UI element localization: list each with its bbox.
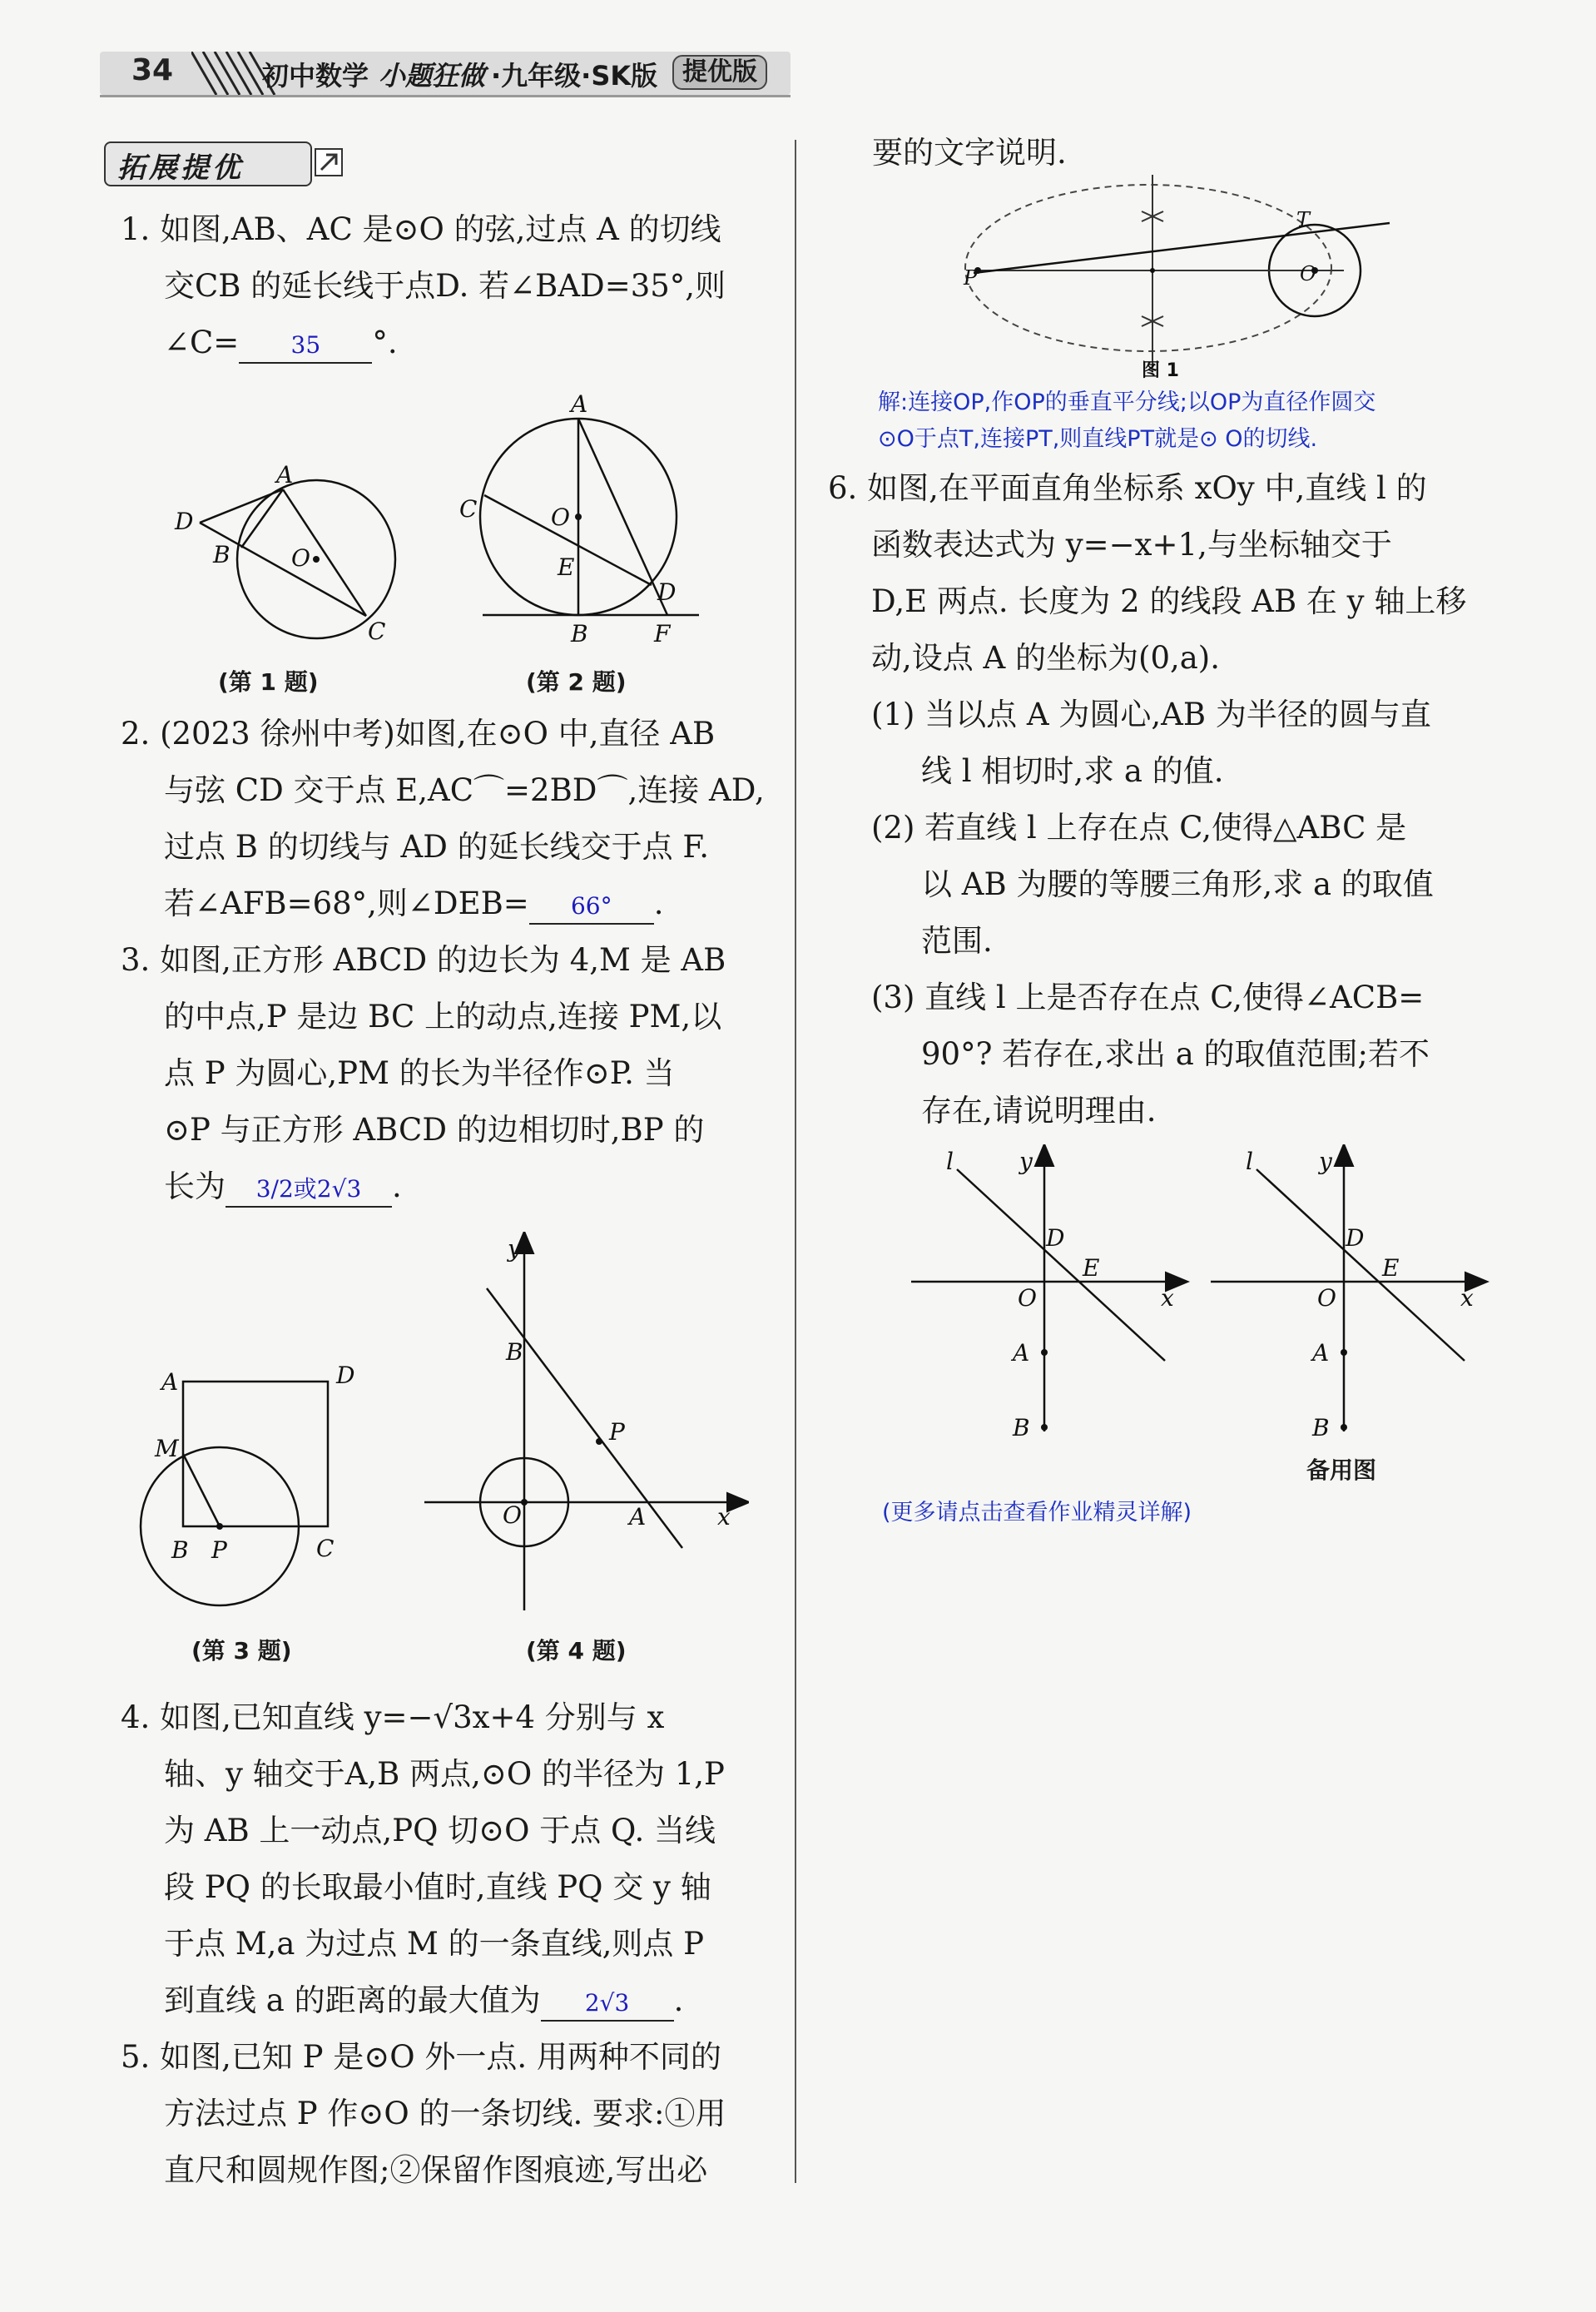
q4-line-5: 于点 M,a 为过点 M 的一条直线,则点 P [164, 1926, 705, 1962]
f6a-label-x: x [1161, 1284, 1174, 1312]
figure-4 [416, 1232, 749, 1618]
q3-suffix: . [392, 1168, 402, 1204]
question-6 [828, 460, 1466, 1139]
question-1 [121, 201, 726, 371]
q6-sub1-line-1: (1) 当以点 A 为圆心,AB 为半径的圆与直 [871, 697, 1431, 732]
question-2 [121, 706, 765, 932]
f2-label-a: A [571, 390, 588, 418]
f5-label-o: O [1300, 262, 1316, 285]
f4-label-p: P [609, 1418, 625, 1446]
f6a-label-b: B [1013, 1414, 1030, 1441]
q4-number: 4. [121, 1699, 151, 1735]
more-details-link[interactable]: (更多请点击查看作业精灵详解) [882, 1500, 1192, 1526]
fig4-caption: (第 4 题) [526, 1637, 627, 1665]
f6a-label-o: O [1018, 1284, 1037, 1312]
f6b-label-a: A [1312, 1339, 1330, 1367]
q5-line-1: 如图,已知 P 是⊙O 外一点. 用两种不同的 [160, 2039, 721, 2075]
f1-label-o: O [291, 544, 310, 572]
q3-line-3: 点 P 为圆心,PM 的长为半径作⊙P. 当 [164, 1055, 675, 1091]
q4-line-4: 段 PQ 的长取最小值时,直线 PQ 交 y 轴 [164, 1869, 711, 1905]
q5-continuation [872, 125, 1067, 181]
q6-sub2-line-3: 范围. [921, 923, 993, 959]
f3-label-m: M [155, 1435, 179, 1462]
q4-line-3: 为 AB 上一动点,PQ 切⊙O 于点 Q. 当线 [164, 1813, 716, 1848]
q2-line-2: 与弦 CD 交于点 E,AC⌒=2BD⌒,连接 AD, [164, 772, 765, 808]
f3-label-p: P [211, 1536, 227, 1564]
q1-answer: 35 [239, 329, 372, 364]
q5-number: 5. [121, 2039, 151, 2075]
q4-line-1: 如图,已知直线 y=−√3x+4 分别与 x [160, 1699, 665, 1735]
q2-prefix: 若∠AFB=68°,则∠DEB= [164, 886, 529, 921]
f1-label-d: D [175, 508, 194, 535]
f6a-label-a: A [1013, 1339, 1030, 1367]
q2-suffix: . [653, 886, 664, 921]
f2-label-c: C [459, 495, 478, 523]
f6a-label-d: D [1046, 1224, 1065, 1252]
question-4 [121, 1689, 725, 2029]
q6-line-1: 如图,在平面直角坐标系 xOy 中,直线 l 的 [867, 470, 1427, 506]
page-header [100, 48, 791, 100]
f6b-label-y: y [1319, 1148, 1332, 1175]
f3-label-a: A [161, 1368, 179, 1396]
q3-line-1: 如图,正方形 ABCD 的边长为 4,M 是 AB [160, 942, 726, 978]
q3-line-4: ⊙P 与正方形 ABCD 的边相切时,BP 的 [164, 1112, 705, 1148]
q5-line-2: 方法过点 P 作⊙O 的一条切线. 要求:①用 [164, 2096, 726, 2131]
f2-label-e: E [558, 553, 575, 581]
q4-line-2: 轴、y 轴交于A,B 两点,⊙O 的半径为 1,P [164, 1756, 725, 1792]
f4-label-b: B [506, 1338, 523, 1366]
figure-1 [166, 449, 416, 652]
q3-line-2: 的中点,P 是边 BC 上的动点,连接 PM,以 [164, 999, 722, 1034]
q6-line-2: 函数表达式为 y=−x+1,与坐标轴交于 [871, 527, 1392, 563]
f6a-label-e: E [1083, 1254, 1100, 1282]
q1-prefix: ∠C= [164, 325, 240, 360]
q6-sub1-line-2: 线 l 相切时,求 a 的值. [921, 753, 1224, 789]
q6-sub3-line-3: 存在,请说明理由. [921, 1093, 1157, 1129]
q2-line-1: (2023 徐州中考)如图,在⊙O 中,直径 AB [160, 716, 716, 752]
q6-number: 6. [828, 470, 858, 506]
q6-line-4: 动,设点 A 的坐标为(0,a). [871, 640, 1220, 676]
f3-label-c: C [316, 1535, 335, 1562]
q5-line-3: 直尺和圆规作图;②保留作图痕迹,写出必 [164, 2152, 708, 2188]
q5-cont-line: 要的文字说明. [872, 135, 1067, 171]
f4-label-a: A [629, 1503, 647, 1531]
f2-label-b: B [571, 620, 588, 647]
f4-label-x: x [717, 1503, 731, 1531]
column-divider [795, 140, 796, 2183]
series-title: 初中数学 [262, 60, 369, 92]
f2-label-f: F [654, 620, 671, 647]
edition-badge: 提优版 [672, 55, 767, 90]
fig3-caption: (第 3 题) [191, 1637, 292, 1665]
q1-line-2: 交CB 的延长线于点D. 若∠BAD=35°,则 [164, 268, 726, 304]
q1-line-1: 如图,AB、AC 是⊙O 的弦,过点 A 的切线 [160, 211, 721, 247]
q4-suffix: . [673, 1982, 684, 2018]
fig6-caption: 备用图 [1306, 1456, 1377, 1484]
f4-label-o: O [503, 1501, 522, 1529]
figure-2 [449, 387, 716, 657]
f1-label-c: C [368, 618, 386, 645]
section-title-box [104, 141, 312, 186]
f6b-label-l: l [1246, 1148, 1253, 1175]
q6-line-3: D,E 两点. 长度为 2 的线段 AB 在 y 轴上移 [871, 583, 1467, 619]
question-5 [121, 2029, 726, 2199]
f6b-label-b: B [1312, 1414, 1330, 1441]
f1-label-a: A [276, 461, 294, 489]
q6-sub2-line-1: (2) 若直线 l 上存在点 C,使得△ABC 是 [871, 810, 1407, 846]
figure-3 [125, 1348, 391, 1618]
q5-solution-line-2: ⊙O于点T,连接PT,则直线PT就是⊙ O的切线. [878, 426, 1318, 452]
q2-number: 2. [121, 716, 151, 752]
f6b-label-o: O [1317, 1284, 1336, 1312]
grade-text: ·九年级·SK版 [491, 60, 658, 92]
page-number: 34 [131, 53, 174, 87]
f5-label-t: T [1296, 208, 1311, 231]
q2-line-3: 过点 B 的切线与 AD 的延长线交于点 F. [164, 829, 710, 865]
f4-label-y: y [508, 1235, 521, 1263]
figure-6-main [911, 1144, 1194, 1447]
q6-sub3-line-1: (3) 直线 l 上是否存在点 C,使得∠ACB= [871, 980, 1425, 1015]
q4-prefix: 到直线 a 的距离的最大值为 [164, 1982, 541, 2018]
f2-label-o: O [551, 504, 570, 531]
q5-solution-line-1: 解:连接OP,作OP的垂直平分线;以OP为直径作圆交 [878, 389, 1376, 415]
q3-answer: 3/2或2√3 [226, 1173, 392, 1208]
brand-logo: 小题狂做 [379, 60, 486, 92]
q1-suffix: °. [372, 325, 398, 360]
q3-prefix: 长为 [164, 1168, 226, 1204]
f6b-label-e: E [1382, 1254, 1400, 1282]
q6-sub2-line-2: 以 AB 为腰的等腰三角形,求 a 的取值 [921, 866, 1434, 902]
q6-sub3-line-2: 90°? 若存在,求出 a 的取值范围;若不 [921, 1036, 1430, 1072]
q1-number: 1. [121, 211, 151, 247]
fig2-caption: (第 2 题) [526, 668, 627, 696]
q2-answer: 66° [529, 890, 654, 925]
f2-label-d: D [657, 578, 677, 606]
f5-label-p: P [964, 266, 978, 290]
f1-label-b: B [213, 541, 230, 568]
fig5-caption: 图 1 [1142, 360, 1179, 381]
f6a-label-y: y [1019, 1148, 1033, 1175]
q4-answer: 2√3 [541, 1987, 674, 2022]
q5-solution [878, 385, 1375, 458]
arrow-icon [315, 148, 343, 176]
figure-6-spare [1211, 1144, 1494, 1447]
f6b-label-x: x [1460, 1284, 1474, 1312]
q3-number: 3. [121, 942, 151, 978]
f6a-label-l: l [946, 1148, 954, 1175]
f3-label-b: B [171, 1536, 189, 1564]
figure-5 [957, 175, 1406, 386]
fig1-caption: (第 1 题) [218, 668, 319, 696]
question-3 [121, 932, 726, 1215]
f3-label-d: D [336, 1362, 355, 1389]
section-title: 拓展提优 [117, 151, 244, 185]
f6b-label-d: D [1346, 1224, 1365, 1252]
